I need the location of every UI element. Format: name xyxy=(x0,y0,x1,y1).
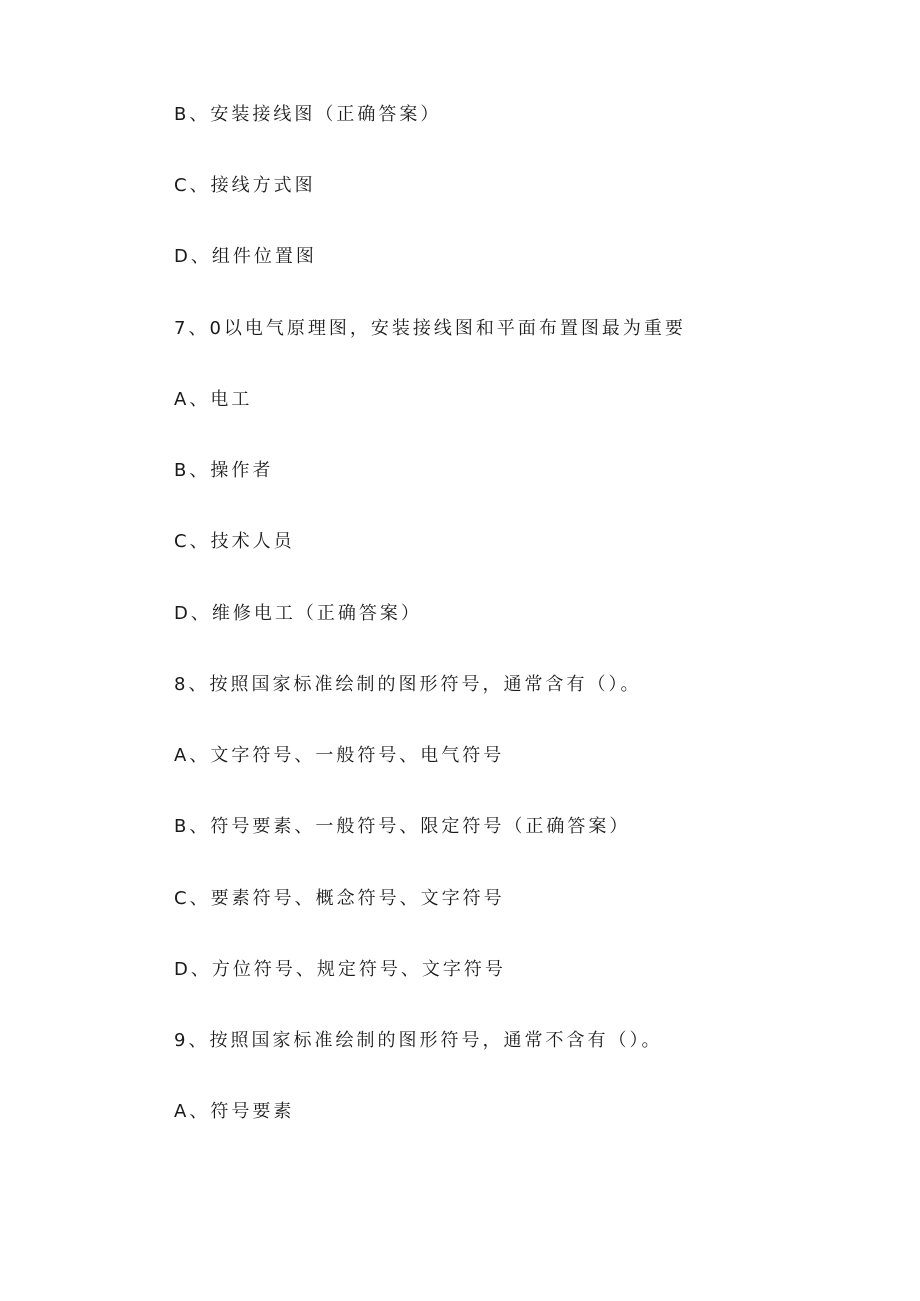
option-q6-b: B、安装接线图（正确答案） xyxy=(174,104,442,125)
option-q7-a: A、电工 xyxy=(174,389,253,410)
option-q8-d: D、方位符号、规定符号、文字符号 xyxy=(174,959,506,980)
option-q9-a: A、符号要素 xyxy=(174,1101,295,1122)
option-q7-c: C、技术人员 xyxy=(174,531,295,552)
question-7: 7、0以电气原理图，安装接线图和平面布置图最为重要 xyxy=(174,318,686,339)
option-q8-b: B、符号要素、一般符号、限定符号（正确答案） xyxy=(174,816,631,837)
option-q6-c: C、接线方式图 xyxy=(174,175,316,196)
option-q7-b: B、操作者 xyxy=(174,460,274,481)
question-8: 8、按照国家标准绘制的图形符号，通常含有（）。 xyxy=(174,674,642,695)
option-q8-c: C、要素符号、概念符号、文字符号 xyxy=(174,888,505,909)
option-q6-d: D、组件位置图 xyxy=(174,246,317,267)
question-9: 9、按照国家标准绘制的图形符号，通常不含有（）。 xyxy=(174,1030,663,1051)
option-q7-d: D、维修电工（正确答案） xyxy=(174,603,422,624)
option-q8-a: A、文字符号、一般符号、电气符号 xyxy=(174,745,505,766)
